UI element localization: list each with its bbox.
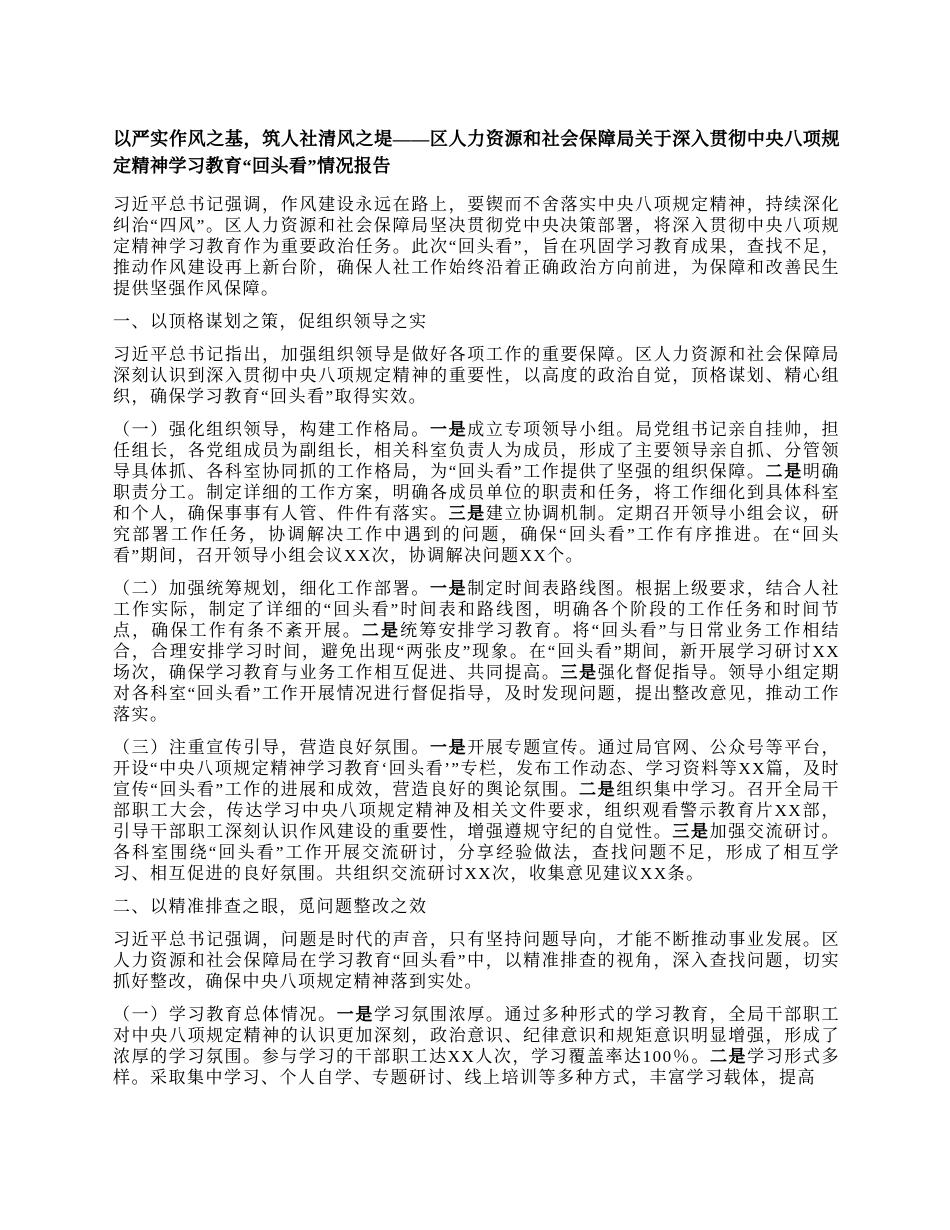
text-run: 学习氛围浓厚。通过多种形式的学习教育，全局干部职工对中央八项规定精神的认识更加深刻，政治意识、纪律意识和规矩意识明显增强，形成了浓厚的学习氛围。参与学习的干部职工达XX人次，学习覆盖率达100％。 — [113, 1005, 841, 1066]
document-title: 以严实作风之基，筑人社清风之堤——区人力资源和社会保障局关于深入贯彻中央八项规定精神学习教育“回头看”情况报告 — [113, 129, 840, 176]
text-run: 习近平总书记强调，作风建设永远在路上，要锲而不舍落实中央八项规定精神，持续深化纠治“四风”。区人力资源和社会保障局坚决贯彻党中央决策部署，将深入贯彻中央八项规定精神学习教育作为重要政治任务。此次“回头看”，旨在巩固学习教育成果，查找不足，推动作风建设再上新台阶，确保人社工作始终沿着正确政治方向前进，为保障和改善民生提供坚强作风保障。 — [113, 195, 840, 298]
bold-text-run: 一是 — [429, 420, 468, 439]
text-run: 习近平总书记强调，问题是时代的声音，只有坚持问题导向，才能不断推动事业发展。区人力资源和社会保障局在学习教育“回头看”中，以精准排查的视角，深入查找问题，切实抓好整改，确保中央八项规定精神落到实处。 — [113, 930, 840, 991]
text-run: 明确职责分工。制定详细的工作方案，明确各成员单位的职责和任务，将工作细化到具体科室和个人，确保事事有人管、件件有落实。 — [113, 462, 841, 523]
paragraph — [113, 578, 840, 725]
bold-text-run: 二是 — [709, 1047, 748, 1066]
text-run: 强化督促指导。领导小组定期对各科室“回头看”工作开展情况进行督促指导，及时发现问题，提出整改意见，推动工作落实。 — [113, 663, 841, 724]
text-run: 一、以顶格谋划之策，促组织领导之实 — [113, 312, 428, 331]
text-run: （三）注重宣传引导，营造良好氛围。 — [113, 738, 430, 757]
text-run: 统筹安排学习教育。将“回头看”与日常业务工作相结合，合理安排学习时间，避免出现“两张皮”现象。在“回头看”期间，新开展学习研讨XX场次，确保学习教育与业务工作相互促进、共同提高。 — [113, 621, 841, 682]
bold-text-run: 一是 — [429, 738, 468, 757]
bold-text-run: 一是 — [429, 579, 468, 598]
text-run: 加强交流研讨。各科室围绕“回头看”工作开展交流研讨，分享经验做法，查找问题不足，形成了相互学习、相互促进的良好氛围。共组织交流研讨XX次，收集意见建议XX条。 — [113, 822, 841, 883]
text-run: 成立专项领导小组。局党组书记亲自挂帅，担任组长，各党组成员为副组长，相关科室负责人为成员，形成了主要领导亲自抓、分管领导具体抓、各科室协同抓的工作格局，为“回头看”工作提供了坚强的组织保障。 — [113, 420, 841, 481]
text-run: 学习形式多样。采取集中学习、个人自学、专题研讨、线上培训等多种方式，丰富学习载体，提高 — [113, 1047, 840, 1087]
text-run: 建立协调机制。定期召开领导小组会议，研究部署工作任务，协调解决工作中遇到的问题，确保“回头看”工作有序推进。在“回头看”期间，召开领导小组会议XX次，协调解决问题XX个。 — [113, 504, 841, 565]
bold-text-run: 三是 — [560, 663, 598, 682]
text-run: 制定时间表路线图。根据上级要求，结合人社工作实际，制定了详细的“回头看”时间表和路线图，明确各个阶段的工作任务和时间节点，确保工作有条不紊开展。 — [113, 579, 841, 640]
text-run: （一）强化组织领导，构建工作格局。 — [113, 420, 430, 439]
paragraph — [113, 194, 840, 299]
bold-text-run: 三是 — [448, 504, 486, 523]
text-run: （一）学习教育总体情况。 — [113, 1005, 337, 1024]
bold-text-run: 二是 — [579, 780, 617, 799]
text-run: 二、以精准排查之眼，觅问题整改之效 — [113, 897, 428, 916]
text-run: 习近平总书记指出，加强组织领导是做好各项工作的重要保障。区人力资源和社会保障局深刻认识到深入贯彻中央八项规定精神的重要性，以高度的政治自觉，顶格谋划、精心组织，确保学习教育“回头看”取得实效。 — [113, 345, 840, 406]
paragraph — [113, 1004, 840, 1088]
paragraph — [113, 344, 840, 407]
paragraph — [113, 737, 840, 884]
paragraph — [113, 929, 840, 992]
bold-text-run: 二是 — [361, 621, 401, 640]
bold-text-run: 三是 — [672, 822, 710, 841]
text-run: （二）加强统筹规划，细化工作部署。 — [113, 579, 430, 598]
paragraph — [113, 419, 840, 566]
text-run: 开展专题宣传。通过局官网、公众号等平台，开设“中央八项规定精神学习教育‘回头看’”专栏，发布工作动态、学习资料等XX篇，及时宣传“回头看”工作的进展和成效，营造良好的舆论氛围。 — [113, 738, 841, 799]
bold-text-run: 二是 — [765, 462, 803, 481]
document-body — [113, 194, 840, 1088]
bold-text-run: 一是 — [336, 1005, 375, 1024]
section-heading — [113, 311, 840, 332]
text-run: 组织集中学习。召开全局干部职工大会，传达学习中央八项规定精神及相关文件要求，组织观看警示教育片XX部，引导干部职工深刻认识作风建设的重要性，增强遵规守纪的自觉性。 — [113, 780, 841, 841]
section-heading — [113, 896, 840, 917]
